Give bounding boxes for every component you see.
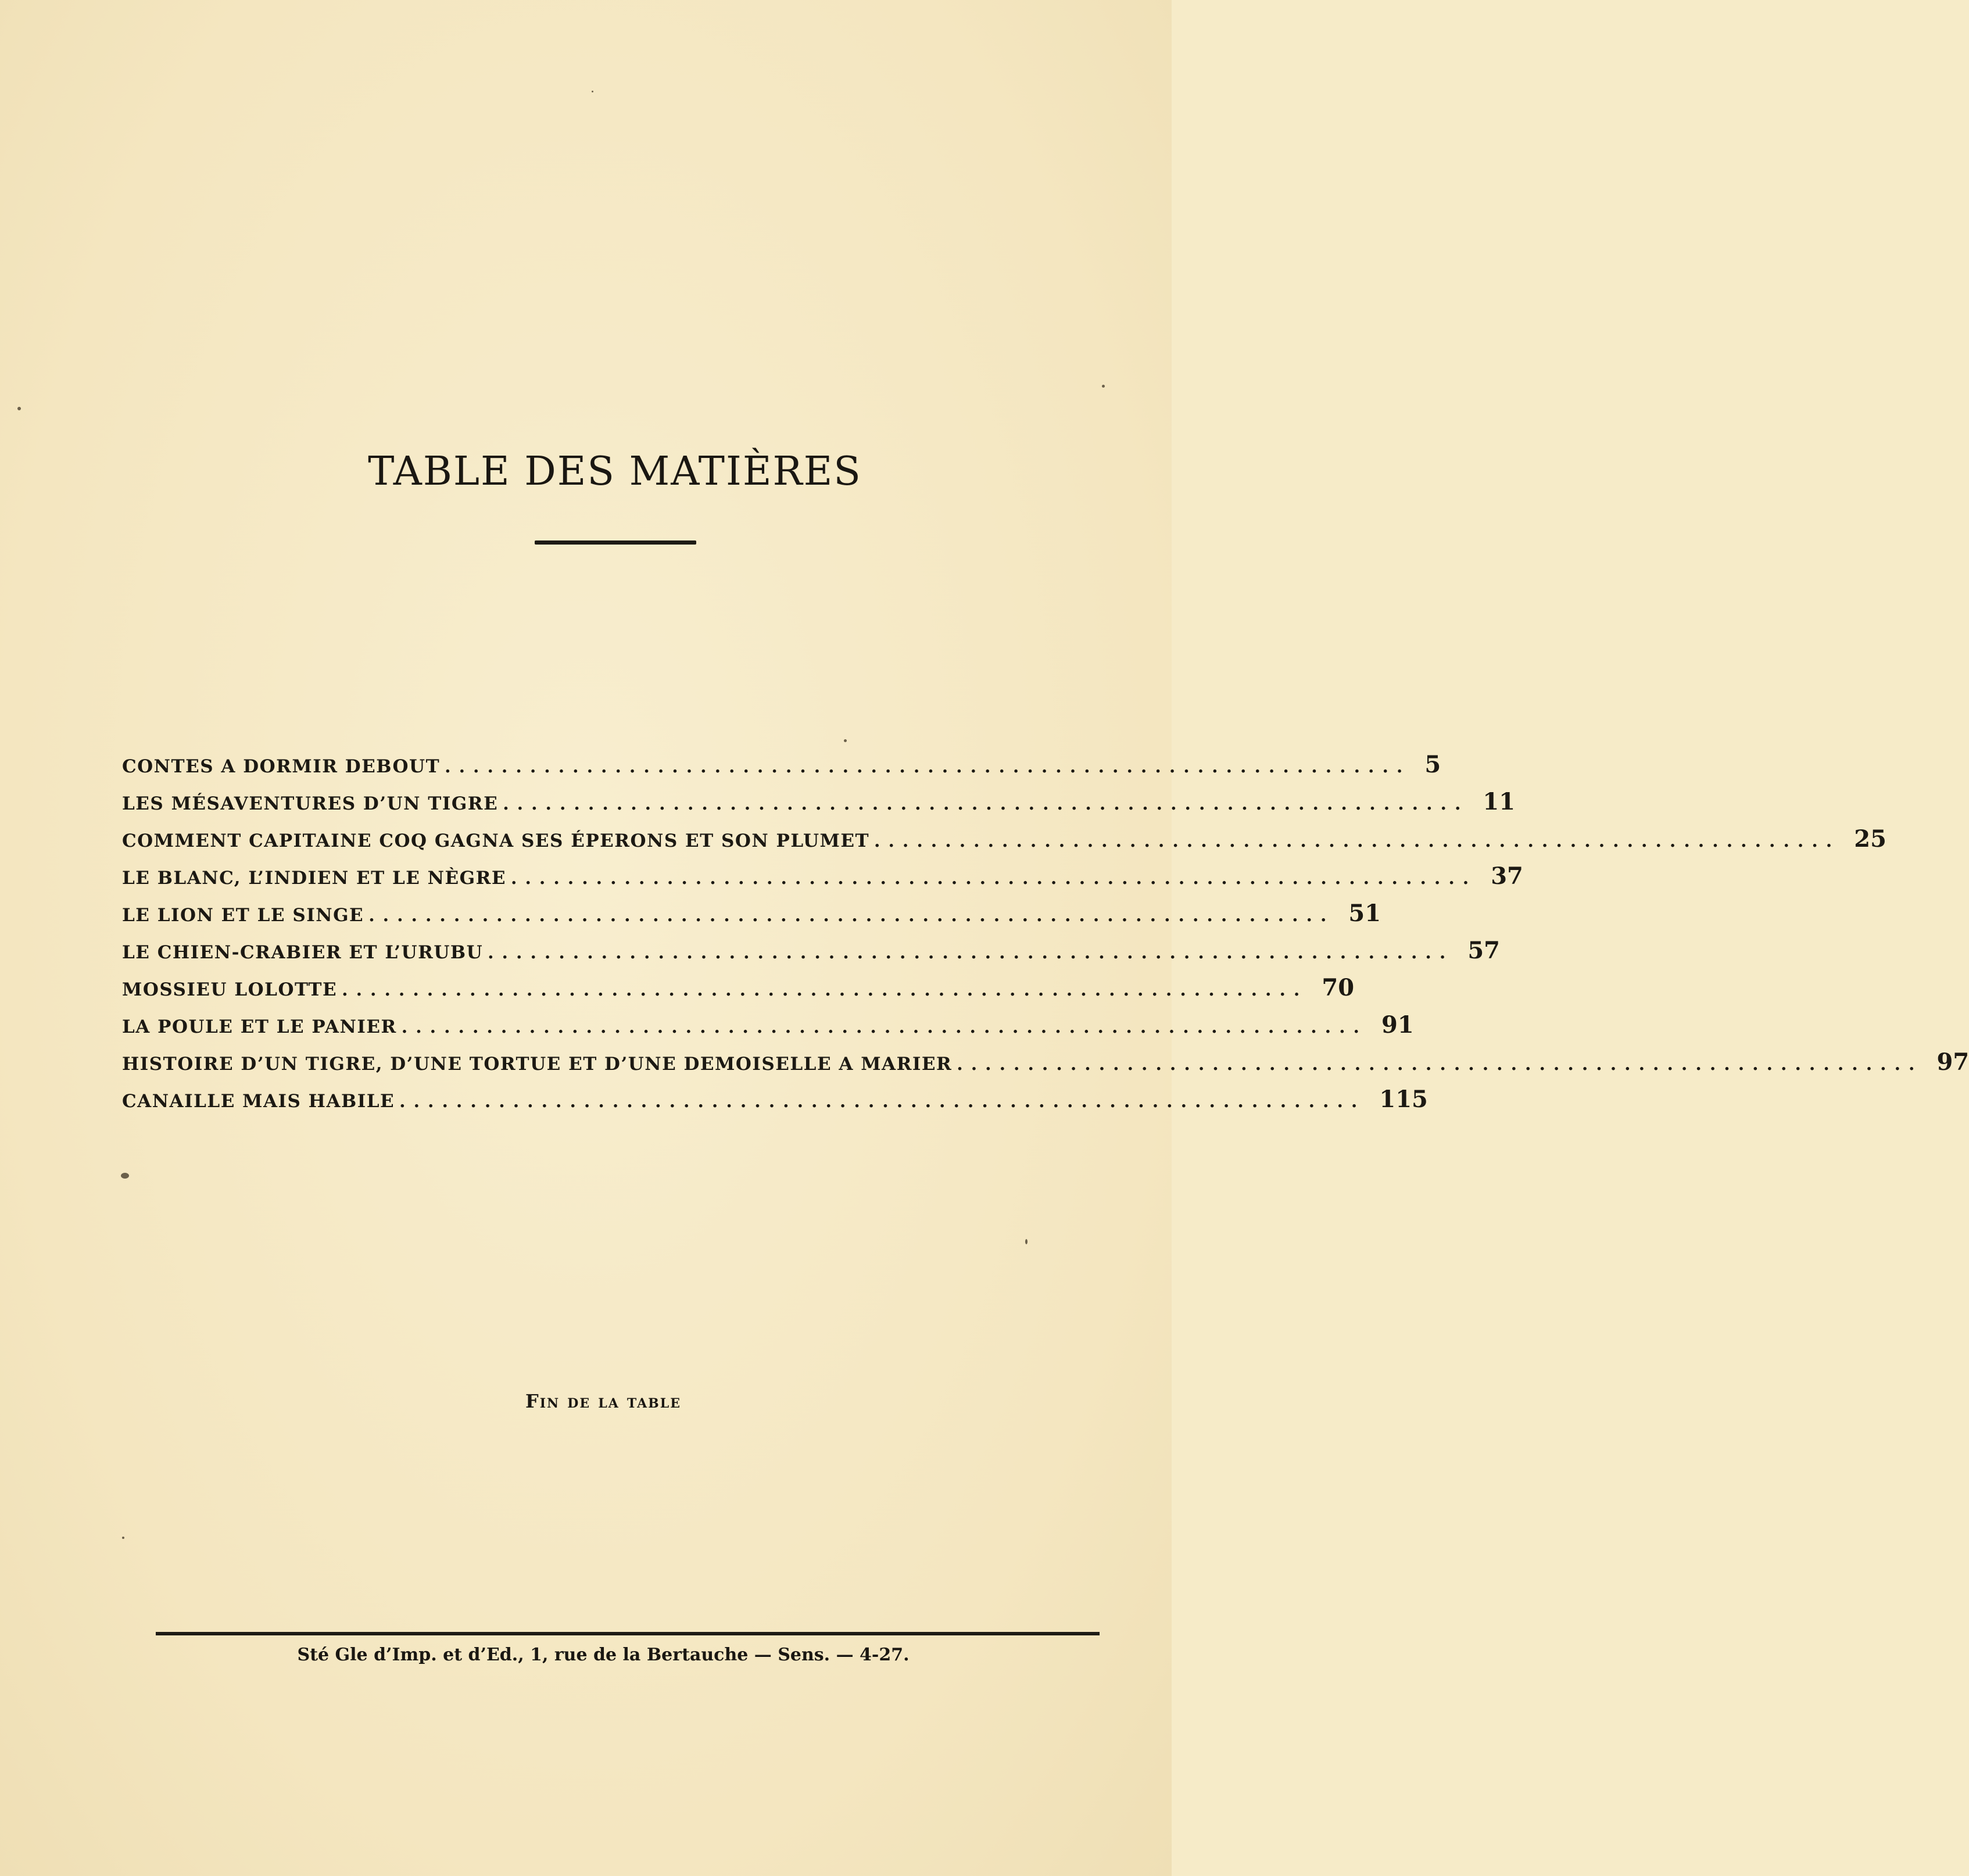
- toc-entry-title: LE BLANC, L’INDIEN ET LE NÈGRE: [122, 868, 506, 889]
- paper-speck: [592, 91, 593, 92]
- dot-leader: ....................................................................: [503, 794, 1469, 814]
- toc-entry-title: LES MÉSAVENTURES D’UN TIGRE: [122, 793, 499, 814]
- toc-entry: [122, 1011, 1414, 1048]
- toc-entry-title: COMMENT CAPITAINE COQ GAGNA SES ÉPERONS ET SON PLUMET: [122, 830, 870, 851]
- page-title: TABLE DES MATIÈRES: [368, 449, 862, 495]
- toc-entry: [122, 751, 1441, 788]
- toc-entry-page: 115: [1379, 1086, 1428, 1113]
- dot-leader: ....................................................................: [874, 831, 1841, 851]
- toc-entry-page: 51: [1348, 900, 1381, 927]
- toc-entry: [122, 1086, 1428, 1123]
- toc-entry: [122, 825, 1886, 862]
- toc-entry-page: 97: [1936, 1048, 1969, 1076]
- toc-entry-title: LA POULE ET LE PANIER: [122, 1016, 397, 1037]
- dot-leader: ....................................................................: [401, 1017, 1367, 1037]
- toc-entry-page: 25: [1854, 825, 1886, 853]
- dot-leader: ....................................................................: [399, 1091, 1366, 1112]
- toc-entry-page: 37: [1491, 862, 1523, 890]
- toc-entry-title: CANAILLE MAIS HABILE: [122, 1091, 395, 1112]
- toc-entry: [122, 974, 1355, 1011]
- toc-entry: [122, 937, 1500, 974]
- title-rule: [535, 540, 696, 545]
- dot-leader: ....................................................................: [957, 1054, 1923, 1075]
- toc-entry-page: 11: [1483, 788, 1516, 815]
- paper-speck: [122, 1537, 124, 1539]
- toc-entry-title: CONTES A DORMIR DEBOUT: [122, 756, 441, 777]
- toc-entry-page: 57: [1467, 937, 1500, 964]
- paper-speck: [121, 1173, 129, 1179]
- end-note: Fin de la table: [525, 1390, 681, 1412]
- toc-entry-title: LE LION ET LE SINGE: [122, 905, 364, 926]
- toc-entry-title: LE CHIEN-CRABIER ET L’URUBU: [122, 942, 484, 963]
- toc-entry-page: 70: [1322, 974, 1355, 1001]
- toc-entry-title: MOSSIEU LOLOTTE: [122, 979, 338, 1000]
- toc-entry: [122, 900, 1381, 937]
- dot-leader: ....................................................................: [511, 868, 1477, 889]
- paper-speck: [844, 739, 847, 742]
- paper-speck: [1102, 385, 1105, 388]
- paper-speck: [17, 407, 21, 410]
- toc-entry: [122, 862, 1523, 900]
- toc-entry-page: 91: [1381, 1011, 1414, 1039]
- toc-entry: [122, 1048, 1969, 1086]
- table-of-contents: [122, 751, 1969, 1123]
- toc-entry-page: 5: [1424, 751, 1441, 778]
- footer-rule: [156, 1632, 1100, 1635]
- paper-speck: [1025, 1239, 1028, 1244]
- toc-entry-title: HISTOIRE D’UN TIGRE, D’UNE TORTUE ET D’UNE DEMOISELLE A MARIER: [122, 1054, 953, 1075]
- dot-leader: ....................................................................: [445, 757, 1411, 777]
- toc-entry: [122, 788, 1516, 825]
- dot-leader: ....................................................................: [368, 905, 1335, 926]
- dot-leader: ....................................................................: [342, 980, 1308, 1000]
- printer-imprint: Sté Gle d’Imp. et d’Ed., 1, rue de la Bertauche — Sens. — 4-27.: [297, 1645, 910, 1665]
- dot-leader: ....................................................................: [488, 943, 1454, 963]
